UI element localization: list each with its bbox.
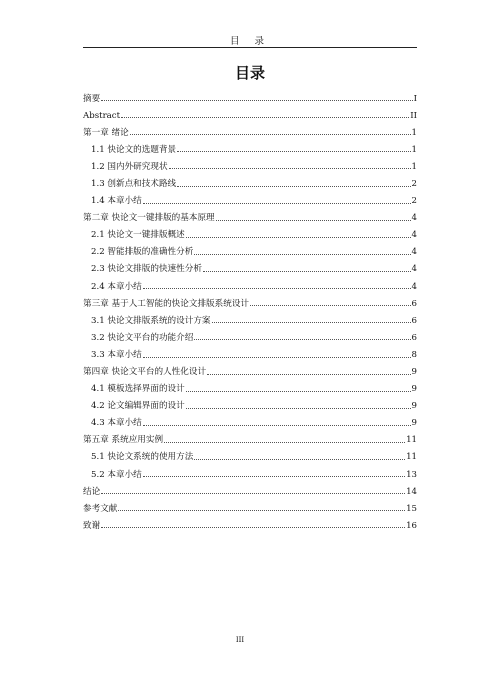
toc-entry-label: 第二章 快论文一键排版的基本原理 bbox=[83, 213, 215, 224]
toc-entry-label: 第一章 绪论 bbox=[83, 127, 129, 138]
toc-entry-label: 3.3 本章小结 bbox=[91, 349, 142, 360]
toc-entry-label: 第四章 快论文平台的人性化设计 bbox=[83, 367, 207, 377]
toc-entry-label: 2.4 本章小结 bbox=[91, 281, 142, 292]
toc-entry[interactable] bbox=[83, 103, 417, 120]
toc-entry-page: 2 bbox=[411, 196, 417, 207]
toc-dot-leader bbox=[143, 425, 411, 426]
toc-dot-leader bbox=[121, 117, 409, 118]
toc-entry-page: 6 bbox=[411, 332, 417, 343]
toc-entry-label: 4.3 本章小结 bbox=[91, 418, 142, 429]
toc-entry-label: 1.1 快论文的选题背景 bbox=[91, 144, 177, 155]
running-header: 目 录 bbox=[229, 36, 271, 47]
toc-entry-page: 1 bbox=[411, 144, 417, 155]
toc-entry[interactable] bbox=[83, 189, 417, 206]
toc-entry-page: 11 bbox=[406, 435, 417, 446]
toc-entry-page: 4 bbox=[411, 213, 417, 224]
toc-dot-leader bbox=[101, 527, 405, 528]
toc-dot-leader bbox=[250, 305, 411, 306]
toc-entry-label: 2.2 智能排版的准确性分析 bbox=[91, 247, 194, 258]
toc-entry-page: 13 bbox=[406, 469, 417, 480]
toc-dot-leader bbox=[203, 271, 411, 272]
toc-dot-leader bbox=[177, 186, 410, 187]
toc-dot-leader bbox=[186, 237, 411, 238]
toc-dot-leader bbox=[130, 134, 411, 135]
toc-entry-page: 4 bbox=[411, 264, 417, 275]
toc-dot-leader bbox=[212, 322, 411, 323]
toc-entry-label: 结论 bbox=[83, 486, 101, 497]
toc-entry[interactable] bbox=[83, 120, 417, 137]
toc-title: 目录 bbox=[234, 64, 265, 82]
toc-entry-page: 4 bbox=[411, 281, 417, 292]
toc-dot-leader bbox=[143, 203, 411, 204]
toc-entry[interactable] bbox=[83, 496, 417, 513]
toc-entry[interactable] bbox=[83, 86, 417, 103]
toc-entry-page: 16 bbox=[406, 520, 417, 531]
toc-entry-page: 1 bbox=[411, 161, 417, 172]
toc-entry-page: II bbox=[410, 110, 417, 121]
toc-dot-leader bbox=[143, 288, 411, 289]
toc-entry[interactable] bbox=[83, 257, 417, 274]
toc-entry-label: 5.2 本章小结 bbox=[91, 469, 142, 480]
toc-entry[interactable] bbox=[83, 325, 417, 342]
toc-dot-leader bbox=[143, 476, 405, 477]
toc-entry-label: 参考文献 bbox=[83, 503, 118, 514]
toc-entry[interactable] bbox=[83, 377, 417, 394]
toc-entry[interactable] bbox=[83, 360, 417, 377]
toc-entry-page: 14 bbox=[406, 486, 417, 497]
toc-entry[interactable] bbox=[83, 206, 417, 223]
toc-entry-page: 2 bbox=[411, 178, 417, 189]
toc-dot-leader bbox=[207, 374, 410, 375]
toc-entry-label: 4.1 模板选择界面的设计 bbox=[91, 384, 185, 395]
toc-entry-label: 1.3 创新点和技术路线 bbox=[91, 178, 177, 189]
toc-entry-page: 9 bbox=[411, 401, 417, 412]
toc-entry[interactable] bbox=[83, 274, 417, 291]
toc-dot-leader bbox=[194, 339, 410, 340]
toc-entry-label: 4.2 论文编辑界面的设计 bbox=[91, 401, 185, 412]
toc-dot-leader bbox=[216, 220, 411, 221]
toc-entry[interactable] bbox=[83, 291, 417, 308]
toc-dot-leader bbox=[118, 510, 405, 511]
toc-entry[interactable] bbox=[83, 411, 417, 428]
toc-entry-page: 9 bbox=[411, 384, 417, 395]
toc-entry[interactable] bbox=[83, 342, 417, 359]
header-rule bbox=[83, 47, 417, 48]
toc-entry-label: 3.1 快论文排版系统的设计方案 bbox=[91, 315, 211, 326]
toc-entry[interactable] bbox=[83, 154, 417, 171]
toc-dot-leader bbox=[164, 442, 405, 443]
toc-entry-page: 11 bbox=[406, 452, 417, 463]
toc-entry-label: 致谢 bbox=[83, 520, 101, 531]
toc-entry-page: 15 bbox=[406, 503, 417, 514]
toc-entry[interactable] bbox=[83, 513, 417, 530]
toc-entry-page: 9 bbox=[411, 367, 417, 377]
toc-entry-label: 2.3 快论文排版的快速性分析 bbox=[91, 264, 202, 275]
toc-entry[interactable] bbox=[83, 308, 417, 325]
toc-entry[interactable] bbox=[83, 394, 417, 411]
toc-entry-page: 4 bbox=[411, 230, 417, 241]
toc-entry-label: 摘要 bbox=[83, 93, 101, 104]
toc-entry[interactable] bbox=[83, 240, 417, 257]
toc-entry-page: 9 bbox=[411, 418, 417, 429]
toc-dot-leader bbox=[186, 391, 411, 392]
toc-entry-label: 第三章 基于人工智能的快论文排版系统设计 bbox=[83, 298, 250, 309]
toc-dot-leader bbox=[186, 408, 411, 409]
toc-entry[interactable] bbox=[83, 445, 417, 462]
toc-entry-page: I bbox=[413, 93, 417, 104]
toc-entry-page: 1 bbox=[411, 127, 417, 138]
toc-entry-label: 1.2 国内外研究现状 bbox=[91, 161, 168, 172]
page-number: III bbox=[235, 636, 245, 644]
toc-entry-label: 5.1 快论文系统的使用方法 bbox=[91, 452, 194, 463]
toc-dot-leader bbox=[143, 357, 411, 358]
toc-entry-label: 2.1 快论文一键排版概述 bbox=[91, 230, 185, 241]
toc-entry[interactable] bbox=[83, 428, 417, 445]
toc-dot-leader bbox=[101, 493, 405, 494]
toc-entry[interactable] bbox=[83, 462, 417, 479]
toc-entry-label: Abstract bbox=[83, 110, 121, 121]
toc-entry-page: 6 bbox=[411, 315, 417, 326]
toc-entry[interactable] bbox=[83, 137, 417, 154]
table-of-contents bbox=[83, 86, 417, 530]
toc-entry-label: 3.2 快论文平台的功能介绍 bbox=[91, 332, 194, 343]
toc-entry-label: 第五章 系统应用实例 bbox=[83, 435, 164, 446]
toc-dot-leader bbox=[169, 168, 411, 169]
toc-entry[interactable] bbox=[83, 171, 417, 188]
toc-entry[interactable] bbox=[83, 479, 417, 496]
toc-dot-leader bbox=[177, 151, 410, 152]
toc-entry-page: 8 bbox=[411, 349, 417, 360]
toc-dot-leader bbox=[194, 254, 410, 255]
toc-dot-leader bbox=[194, 459, 405, 460]
toc-entry-label: 1.4 本章小结 bbox=[91, 196, 142, 207]
toc-dot-leader bbox=[101, 100, 412, 101]
toc-entry-page: 4 bbox=[411, 247, 417, 258]
toc-entry-page: 6 bbox=[411, 298, 417, 309]
toc-entry[interactable] bbox=[83, 223, 417, 240]
